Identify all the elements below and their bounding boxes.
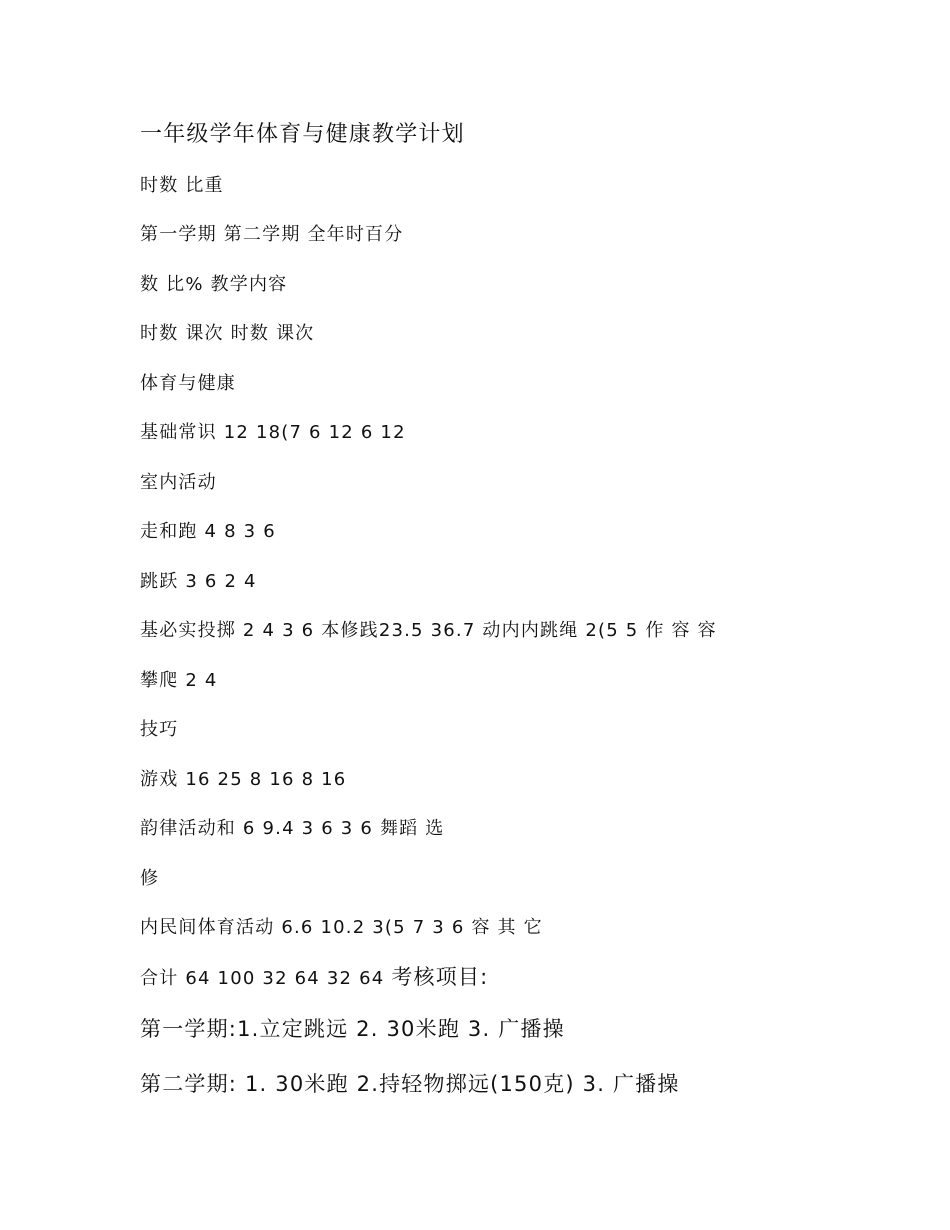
text-line: 时数 课次 时数 课次 xyxy=(140,323,315,344)
text-line: 韵律活动和 6 9.4 3 6 3 6 舞蹈 选 xyxy=(140,818,445,839)
assessment-heading: 考核项目: xyxy=(391,965,489,989)
text-line: 数 比% 教学内容 xyxy=(140,274,288,295)
text-line: 攀爬 2 4 xyxy=(140,670,218,691)
text-line: 室内活动 xyxy=(140,472,217,493)
text-line: 体育与健康 xyxy=(140,373,236,394)
document-title: 一年级学年体育与健康教学计划 xyxy=(140,122,465,147)
total-line xyxy=(140,967,488,988)
text-line: 基必实投掷 2 4 3 6 本修践23.5 36.7 动内内跳绳 2(5 5 作 容 容 xyxy=(140,620,717,641)
text-line: 跳跃 3 6 2 4 xyxy=(140,571,257,592)
text-line: 走和跑 4 8 3 6 xyxy=(140,521,276,542)
text-line: 技巧 xyxy=(140,719,179,740)
assessment-term-1: 第一学期:1.立定跳远 2. 30米跑 3. 广播操 xyxy=(140,1017,565,1041)
text-line: 基础常识 12 18(7 6 12 6 12 xyxy=(140,422,406,443)
text-line: 内民间体育活动 6.6 10.2 3(5 7 3 6 容 其 它 xyxy=(140,917,543,938)
assessment-term-2: 第二学期: 1. 30米跑 2.持轻物掷远(150克) 3. 广播操 xyxy=(140,1072,680,1096)
text-line: 时数 比重 xyxy=(140,175,224,196)
text-line: 第一学期 第二学期 全年时百分 xyxy=(140,224,404,245)
total-numbers: 合计 64 100 32 64 32 64 xyxy=(140,968,385,989)
text-line: 游戏 16 25 8 16 8 16 xyxy=(140,769,347,790)
text-line: 修 xyxy=(140,868,160,889)
